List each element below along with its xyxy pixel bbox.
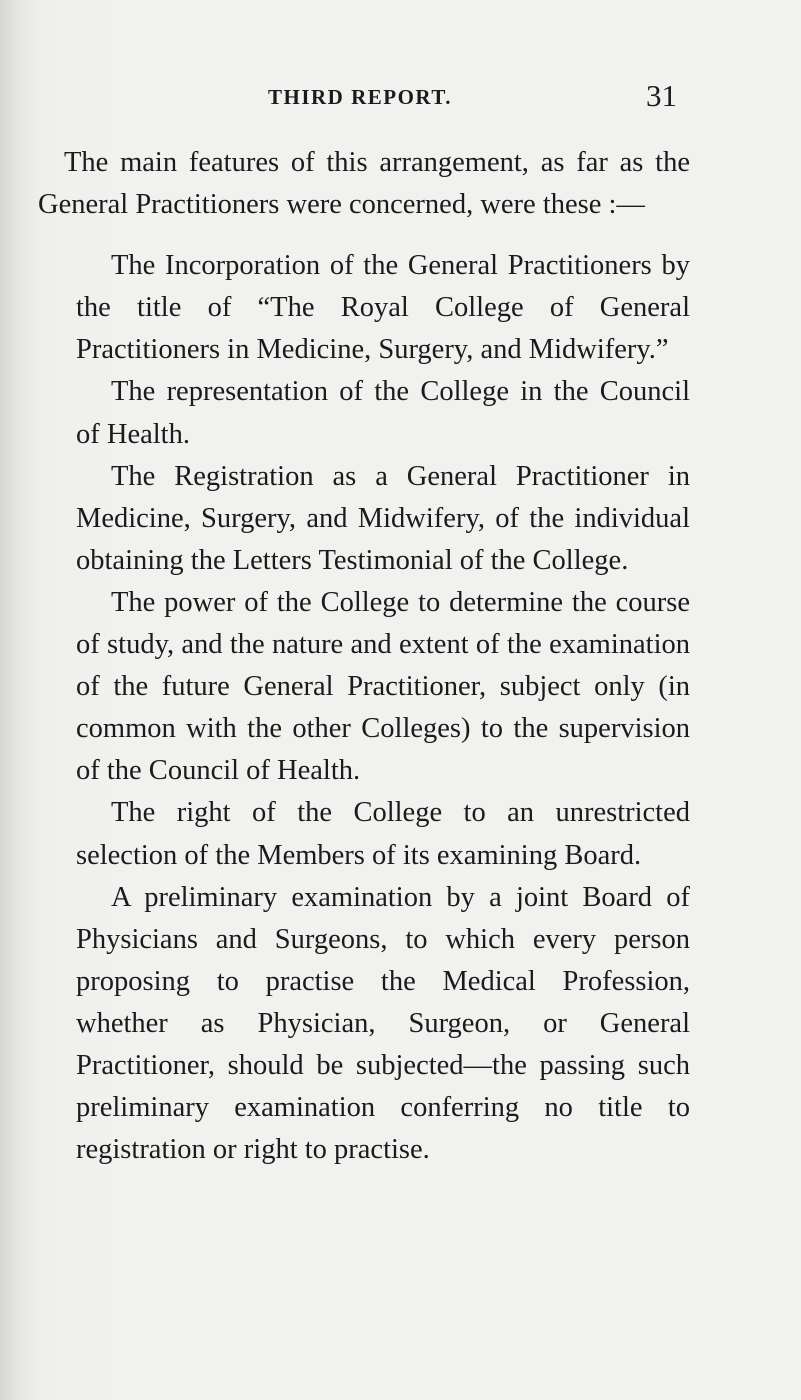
running-title: THIRD REPORT. <box>268 85 453 109</box>
feature-paragraph-representation: The representation of the College in the Council of Health. <box>76 376 690 450</box>
feature-paragraph-preliminary-examination: A preliminary examination by a joint Board of Physicians and Surgeons, to which every person proposing to practise the Medical Profession, whether as Physician, Surgeon, or General Practitioner, should be subjected—the passing such preliminary examination conferring no title to registration or right to practise. <box>76 881 690 1166</box>
body-text <box>38 142 690 1171</box>
paragraph-gap <box>38 226 690 245</box>
intro-paragraph: The main features of this arrangement, as far as the General Practitioners were concerned, were these :— <box>38 147 690 221</box>
page-number: 31 <box>646 78 677 113</box>
feature-paragraph-examining-board: The right of the College to an unrestricted selection of the Members of its examining Board. <box>76 797 690 871</box>
feature-paragraph-registration: The Registration as a General Practitioner in Medicine, Surgery, and Midwifery, of the individual obtaining the Letters Testimonial of the College. <box>76 460 690 576</box>
feature-paragraph-course-of-study: The power of the College to determine the course of study, and the nature and extent of the examination of the future General Practitioner, subject only (in common with the other Colleges) to the supervision of the Council of Health. <box>76 586 690 787</box>
feature-paragraph-incorporation: The Incorporation of the General Practitioners by the title of “The Royal College of General Practitioners in Medicine, Surgery, and Midwifery.” <box>76 250 690 366</box>
page-header <box>0 78 801 118</box>
